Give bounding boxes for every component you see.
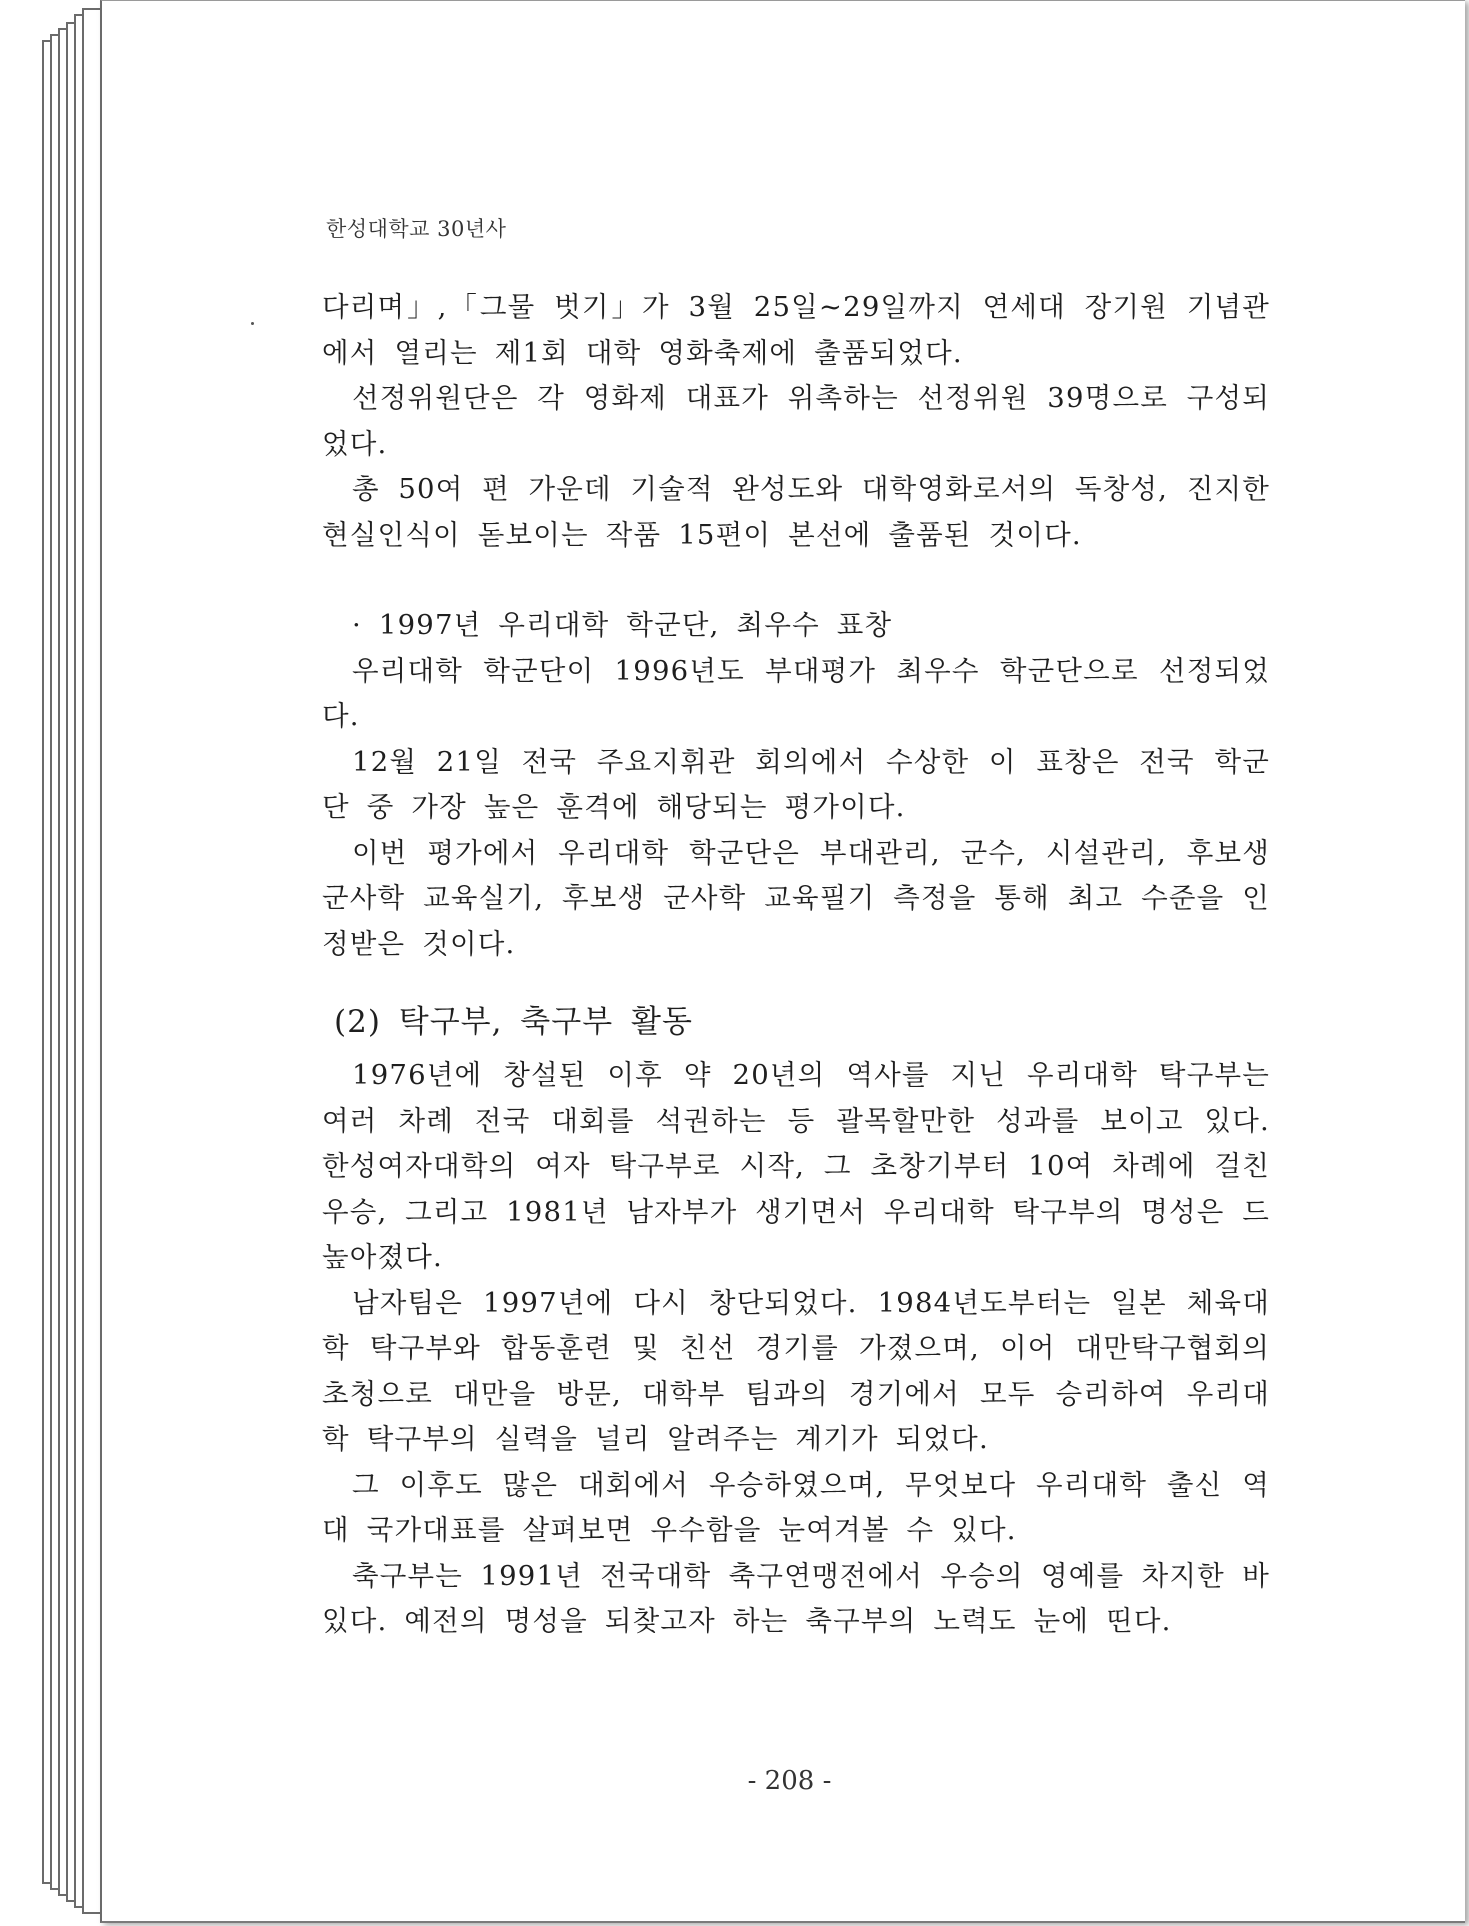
paragraph: 그 이후도 많은 대회에서 우승하였으며, 무엇보다 우리대학 출신 역대 국가대표를 살펴보면 우수함을 눈여겨볼 수 있다. <box>322 1468 1270 1546</box>
paragraph: 우리대학 학군단이 1996년도 부대평가 최우수 학군단으로 선정되었다. <box>322 654 1270 732</box>
paragraph: 1976년에 창설된 이후 약 20년의 역사를 지닌 우리대학 탁구부는 여러 차례 전국 대회를 석권하는 등 괄목할만한 성과를 보이고 있다. 한성여자대학의 여자 탁구부로 시작, 그 초창기부터 10여 차례에 걸친 우승, 그리고 1981년 남자부가 생기면서 우리대학 탁구부의 명성은 드높아졌다. <box>322 1059 1270 1273</box>
paragraph: 이번 평가에서 우리대학 학군단은 부대관리, 군수, 시설관리, 후보생 군사학 교육실기, 후보생 군사학 교육필기 측정을 통해 최고 수준을 인정받은 것이다. <box>322 836 1270 960</box>
section-title: (2) 탁구부, 축구부 활동 <box>334 1004 693 1040</box>
paragraph: 총 50여 편 가운데 기술적 완성도와 대학영화로서의 독창성, 진지한 현실인식이 돋보이는 작품 15편이 본선에 출품된 것이다. <box>322 473 1270 551</box>
paragraph: 다리며」,「그물 벗기」가 3월 25일~29일까지 연세대 장기원 기념관에서 열리는 제1회 대학 영화축제에 출품되었다. <box>322 291 1270 369</box>
bullet-heading: · 1997년 우리대학 학군단, 최우수 표창 <box>352 609 893 641</box>
spacer <box>322 558 1270 603</box>
paragraph: 12월 21일 전국 주요지휘관 회의에서 수상한 이 표창은 전국 학군단 중 가장 높은 훈격에 해당되는 평가이다. <box>322 745 1270 823</box>
scan-speck <box>251 322 254 325</box>
page-number: - 208 - <box>747 1766 832 1796</box>
page-body <box>322 285 1270 1645</box>
running-head: 한성대학교 30년사 <box>326 217 507 241</box>
paragraph: 남자팀은 1997년에 다시 창단되었다. 1984년도부터는 일본 체육대학 탁구부와 합동훈련 및 친선 경기를 가졌으며, 이어 대만탁구협회의 초청으로 대만을 방문, 대학부 팀과의 경기에서 모두 승리하여 우리대학 탁구부의 실력을 널리 알려주는 계기가 되었다. <box>322 1286 1270 1455</box>
spacer <box>322 967 1270 997</box>
paragraph: 축구부는 1991년 전국대학 축구연맹전에서 우승의 영예를 차지한 바 있다. 예전의 명성을 되찾고자 하는 축구부의 노력도 눈에 띤다. <box>322 1559 1270 1637</box>
paragraph: 선정위원단은 각 영화제 대표가 위촉하는 선정위원 39명으로 구성되었다. <box>322 382 1270 460</box>
